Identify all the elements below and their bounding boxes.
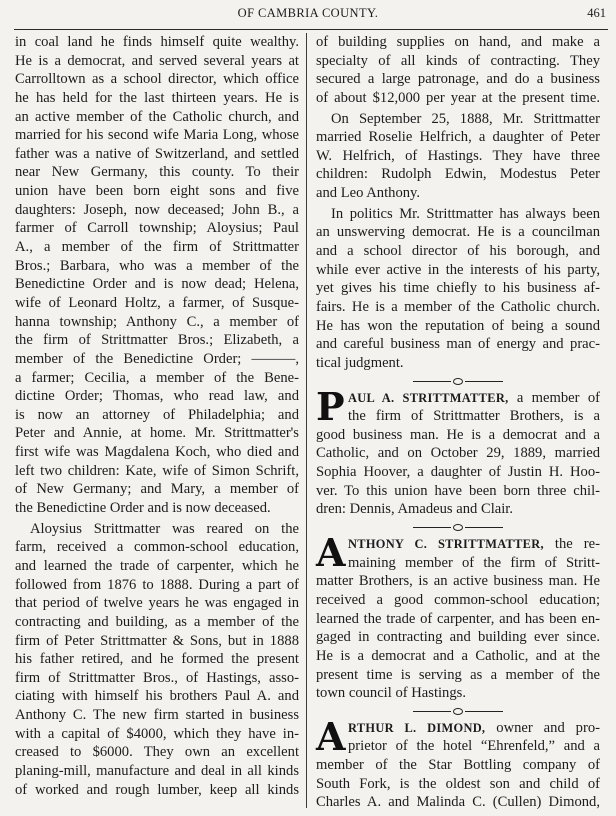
text-line: A., a member of the firm of Strittmatter [15,239,299,256]
text-line: member of the Benedictine Order; ———, [15,350,299,367]
text-line: In politics Mr. Strittmatter has always been [331,205,600,222]
text-line: a farmer; Cecilia, a member of the Bene- [15,369,299,386]
drop-cap: A [316,713,346,759]
section-separator-ornament [413,375,503,389]
text-line: is now an attorney of Philadelphia; and [15,406,299,423]
text-line: member of the Star Bottling company of [316,757,600,774]
text-line: Peter and Annie, at home. Mr. Strittmatter's [15,425,299,442]
text-line: He has won the reputation of being a sound [316,317,600,334]
text-line: dictine Order; Thomas, who read law, and [15,388,299,405]
text-line: and learned the trade of carpenter, which he [15,557,299,574]
text-line: farmer of Carroll township; Aloysius; Paul [15,220,299,237]
drop-cap: P [316,383,345,429]
biography-name: RTHUR L. DIMOND, [348,720,486,735]
biography-name: AUL A. STRITTMATTER, [348,390,509,405]
text-line: near New Germany, this county. To their [15,164,299,181]
paragraph-continuation [316,33,600,108]
text-line: children: Rudolph Edwin, Modestus Peter [316,166,600,183]
text-line: present time is serving as a member of the [316,666,600,683]
text-line: He is a democrat and a Catholic, and at the [316,647,600,664]
text-line: learned the trade of carpenter, and has been en- [316,610,600,627]
left-column [15,33,299,801]
text-line: union have been born eight sons and five [15,183,299,200]
header-rule [14,29,608,30]
text-line: daughters: Joseph, now deceased; John B., a [15,201,299,218]
text-line: specialty of all kinds of contracting. They [316,52,600,69]
text-line: married Roselie Helfrich, a daughter of Peter [316,129,600,146]
text-line: father was a native of Switzerland, and settled [15,145,299,162]
text-line: of New Germany; and Mary, a member of [15,481,299,498]
paragraph-marriage [316,110,600,203]
text-fragment: owner and pro- [485,719,600,736]
text-line: received a good common-school education; [316,591,600,608]
section-separator-ornament [413,521,503,535]
text-line: Bros.; Barbara, who was a member of the [15,257,299,274]
text-line: of about $12,000 per year at the present time. [316,89,600,106]
text-line: maining member of the firm of Stritt- [348,554,600,571]
text-line: Sophia Hoover, a daughter of Justin H. Hoo- [316,464,600,481]
text-line: Anthony C. The new firm started in business [15,707,299,724]
running-title: OF CAMBRIA COUNTY. [237,6,379,20]
text-line: of worked and rough lumber, keep all kinds [15,781,299,798]
text-line: good business man. He is a democrat and a [316,426,600,443]
section-separator-ornament [413,705,503,719]
text-line: married for his second wife Maria Long, whose [15,127,299,144]
text-line: and Leo Anthony. [316,185,421,202]
column-divider [306,33,307,808]
text-line: the firm of Strittmatter Brothers, is a [348,408,600,425]
text-line: secured a large patronage, and do a business [316,71,600,88]
text-line: an active member of the Catholic church, and [15,108,299,125]
text-line: and a school director of his borough, and [316,243,600,260]
paragraph-aloysius [15,520,299,800]
text-line: On September 25, 1888, Mr. Strittmatter [331,110,600,127]
text-line: W. Helfrich, of Hastings. They have three [316,147,600,164]
text-line: fairs. He is a member of the Catholic church. [316,298,600,315]
biography-anthony-strittmatter [316,530,600,703]
text-line: of building supplies on hand, and make a [316,34,600,50]
text-line: matter Brothers, is an active business man. He [316,573,600,590]
text-fragment: the re- [543,536,600,553]
text-line: prietor of the hotel “Ehrenfeld,” and a [348,738,600,755]
text-line: and careful business man of energy and prac- [316,336,600,353]
text-line: his father retired, and he formed the present [15,651,299,668]
paragraph-politics [316,205,600,373]
page-number: 461 [587,6,606,20]
text-line: an unswerving democrat. He is a councilman [316,224,600,241]
text-line: Catholic, and on October 29, 1889, married [316,445,600,462]
text-line: He is a democrat, and served several years at [15,52,299,69]
text-line: that period of twelve years he was engaged in [15,595,299,612]
text-line: the firm of Strittmatter Bros.; Elizabeth, a [15,332,299,349]
text-line: first wife was Magdalena Koch, who died and [15,444,299,461]
text-line: gaged in contracting and building ever since. [316,629,600,646]
text-line: he has held for the last thirteen years. He is [15,89,299,106]
text-line: town council of Hastings. [316,685,466,702]
biography-arthur-dimond [316,713,600,812]
text-line: Aloysius Strittmatter was reared on the [30,520,299,537]
paragraph-family [15,33,299,518]
text-line: the Benedictine Order and is now deceased. [15,500,271,517]
text-line: wife of Leonard Holtz, a farmer, of Susque- [15,294,299,311]
text-line: hanna township; Anthony C., a member of [15,313,299,330]
text-line: creased to $6000. They own an excellent [15,744,299,761]
text-line: ciating with himself his brothers Paul A. and [15,688,299,705]
text-line: in coal land he finds himself quite wealthy. [15,34,299,50]
biography-paul-strittmatter [316,383,600,519]
text-line: planing-mill, manufacture and deal in all kinds [15,762,299,779]
text-line: firm of Peter Strittmatter & Sons, but in 1888 [15,632,299,649]
text-line: while ever active in the interests of his party, [316,261,600,278]
text-fragment: a member of [508,389,600,406]
page-header [0,0,616,30]
biography-name: NTHONY C. STRITTMATTER, [348,537,544,552]
text-line: contracting and building, as a member of the [15,613,299,630]
text-line: South Fork, is the oldest son and child of [316,775,600,792]
text-line: yet gives his time chiefly to his business af- [316,280,600,297]
text-line: left two children: Kate, wife of Simon Schrift, [15,462,299,479]
text-line: firm of Strittmatter Bros., of Hastings, asso- [15,669,299,686]
right-column [316,33,600,814]
text-line: tical judgment. [316,354,404,371]
text-line: farm, received a common-school education, [15,539,299,556]
text-line: followed from 1876 to 1888. During a part of [15,576,299,593]
text-line: Carrolltown as a school director, which office [15,71,299,88]
text-line: Benedictine Order and is now dead; Helena, [15,276,299,293]
text-line: with a capital of $4000, which they have in- [15,725,299,742]
drop-cap: A [316,530,346,576]
text-line: dren: Dennis, Amadeus and Clair. [316,501,513,518]
text-line: ver. To this union have been born three chil- [316,482,600,499]
text-line: Charles A. and Malinda C. (Cullen) Dimond, [316,794,600,811]
